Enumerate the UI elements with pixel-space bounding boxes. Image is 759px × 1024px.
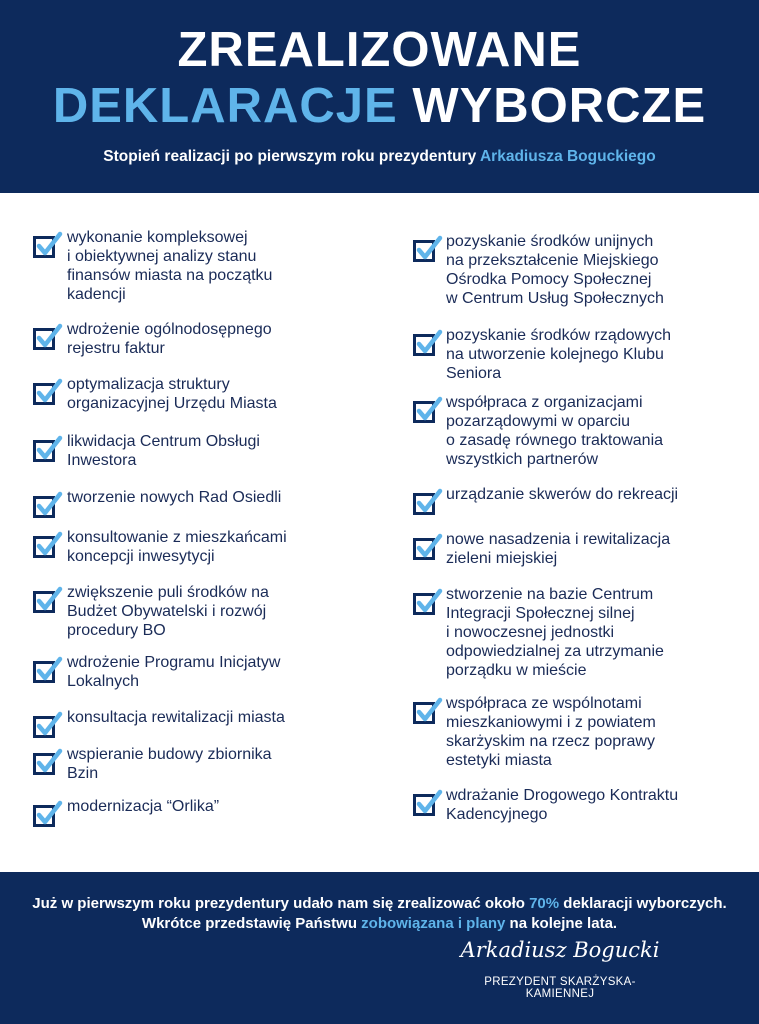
checkmark-icon <box>413 487 443 517</box>
declaration-line: procedury BO <box>67 622 166 639</box>
declaration-line: estetyki miasta <box>446 752 552 769</box>
declaration-line: urządzanie skwerów do rekreacji <box>446 486 679 503</box>
declaration-item <box>67 653 280 691</box>
declaration-line: konsultacja rewitalizacji miasta <box>67 709 285 726</box>
checkmark-icon <box>33 747 63 777</box>
footer-message <box>30 894 729 934</box>
checkmark-icon <box>33 230 63 260</box>
declaration-line: rejestru faktur <box>67 340 165 357</box>
declaration-line: tworzenie nowych Rad Osiedli <box>67 489 282 506</box>
declaration-line: pozarządowymi w oparciu <box>446 413 631 430</box>
checkmark-icon <box>33 434 63 464</box>
declaration-line: konsultowanie z mieszkańcami <box>67 529 287 546</box>
declaration-item <box>446 786 678 824</box>
declaration-item <box>446 232 664 308</box>
declaration-item <box>67 745 272 783</box>
checkmark-icon <box>33 377 63 407</box>
title-rest: WYBORCZE <box>412 79 707 133</box>
declaration-item <box>67 528 287 566</box>
declaration-line: kadencji <box>67 286 126 303</box>
declaration-item <box>67 432 260 470</box>
title-line-2 <box>0 78 759 134</box>
checkmark-icon <box>33 655 63 685</box>
declaration-line: Bzin <box>67 765 99 782</box>
checkmark-icon <box>413 532 443 562</box>
declaration-line: zwiększenie puli środków na <box>67 584 269 601</box>
declaration-line: pozyskanie środków unijnych <box>446 233 654 250</box>
declaration-line: wdrożenie Programu Inicjatyw <box>67 654 281 671</box>
declaration-line: koncepcji inwesytycji <box>67 548 215 565</box>
declaration-item <box>446 585 664 680</box>
checkmark-icon <box>413 395 443 425</box>
checkmark-icon <box>413 696 443 726</box>
declaration-line: Integracji Społecznej silnej <box>446 605 635 622</box>
footer-part-3: na kolejne lata. <box>509 915 618 932</box>
declaration-line: i obiektywnej analizy stanu <box>67 248 257 265</box>
title-line-1: ZREALIZOWANE <box>177 23 582 77</box>
declaration-line: na utworzenie kolejnego Klubu <box>446 346 664 363</box>
header-banner <box>0 0 759 193</box>
declaration-line: Lokalnych <box>67 673 140 690</box>
declaration-line: wdrożenie ogólnodosępnego <box>67 321 272 338</box>
footer-part-1: Już w pierwszym roku prezydentury udało nam się zrealizować około <box>32 895 525 912</box>
declaration-item <box>446 326 671 383</box>
declaration-line: i nowoczesnej jednostki <box>446 624 615 641</box>
checkmark-icon <box>33 322 63 352</box>
declaration-line: zieleni miejskiej <box>446 550 558 567</box>
declaration-line: wdrażanie Drogowego Kontraktu <box>446 787 679 804</box>
footer-part-2: deklaracji wyborczych. Wkrótce przedstawię Państwu <box>141 895 727 932</box>
declaration-line: porządku w mieście <box>446 662 587 679</box>
checkmark-icon <box>33 799 63 829</box>
checkmark-icon <box>413 234 443 264</box>
declaration-line: odpowiedzialnej za utrzymanie <box>446 643 664 660</box>
declaration-line: wszystkich partnerów <box>446 451 599 468</box>
declaration-line: stworzenie na bazie Centrum <box>446 586 654 603</box>
title-accent: DEKLARACJE <box>52 79 398 133</box>
declaration-line: pozyskanie środków rządowych <box>446 327 671 344</box>
signature-script: Arkadiusz Bogucki <box>460 938 660 962</box>
declaration-line: skarżyskim na rzecz poprawy <box>446 733 655 750</box>
signature-role: PREZYDENT SKARŻYSKA-KAMIENNEJ <box>484 976 636 1000</box>
footer-banner <box>0 872 759 1024</box>
subtitle-prefix: Stopień realizacji po pierwszym roku prezydentury <box>103 148 477 165</box>
checkmark-icon <box>33 530 63 560</box>
declaration-line: Kadencyjnego <box>446 806 548 823</box>
declaration-item <box>446 530 670 568</box>
declaration-line: finansów miasta na początku <box>67 267 273 284</box>
declaration-item <box>67 797 219 816</box>
declaration-line: nowe nasadzenia i rewitalizacja <box>446 531 671 548</box>
declaration-line: optymalizacja struktury <box>67 376 230 393</box>
declaration-line: organizacyjnej Urzędu Miasta <box>67 395 277 412</box>
declaration-item <box>446 393 663 469</box>
declaration-item <box>67 488 281 507</box>
subtitle-name: Arkadiusza Boguckiego <box>479 148 656 165</box>
footer-percent: 70% <box>529 895 560 912</box>
subtitle <box>0 148 759 166</box>
declaration-item <box>67 583 269 640</box>
checkmark-icon <box>413 587 443 617</box>
declaration-line: Inwestora <box>67 452 137 469</box>
declaration-line: likwidacja Centrum Obsługi <box>67 433 260 450</box>
declaration-line: w Centrum Usług Społecznych <box>446 290 664 307</box>
declaration-line: na przekształcenie Miejskiego <box>446 252 659 269</box>
declaration-item <box>67 708 285 727</box>
declaration-line: Ośrodka Pomocy Społecznej <box>446 271 652 288</box>
checkmark-icon <box>33 710 63 740</box>
declaration-item <box>67 375 277 413</box>
declaration-line: o zasadę równego traktowania <box>446 432 664 449</box>
declaration-line: mieszkaniowymi i z powiatem <box>446 714 656 731</box>
footer-highlight: zobowiązana i plany <box>361 915 506 932</box>
declaration-item <box>446 485 678 504</box>
checkmark-icon <box>33 490 63 520</box>
declaration-line: Seniora <box>446 365 502 382</box>
declaration-line: modernizacja “Orlika” <box>67 798 220 815</box>
checkmark-icon <box>413 328 443 358</box>
declaration-line: współpraca z organizacjami <box>446 394 643 411</box>
checkmark-icon <box>413 788 443 818</box>
declaration-item <box>446 694 656 770</box>
declaration-line: Budżet Obywatelski i rozwój <box>67 603 267 620</box>
checkmark-icon <box>33 585 63 615</box>
declaration-line: wspieranie budowy zbiornika <box>67 746 272 763</box>
declaration-item <box>67 320 272 358</box>
declaration-item <box>67 228 272 304</box>
declaration-line: wykonanie kompleksowej <box>67 229 248 246</box>
declaration-line: współpraca ze wspólnotami <box>446 695 642 712</box>
